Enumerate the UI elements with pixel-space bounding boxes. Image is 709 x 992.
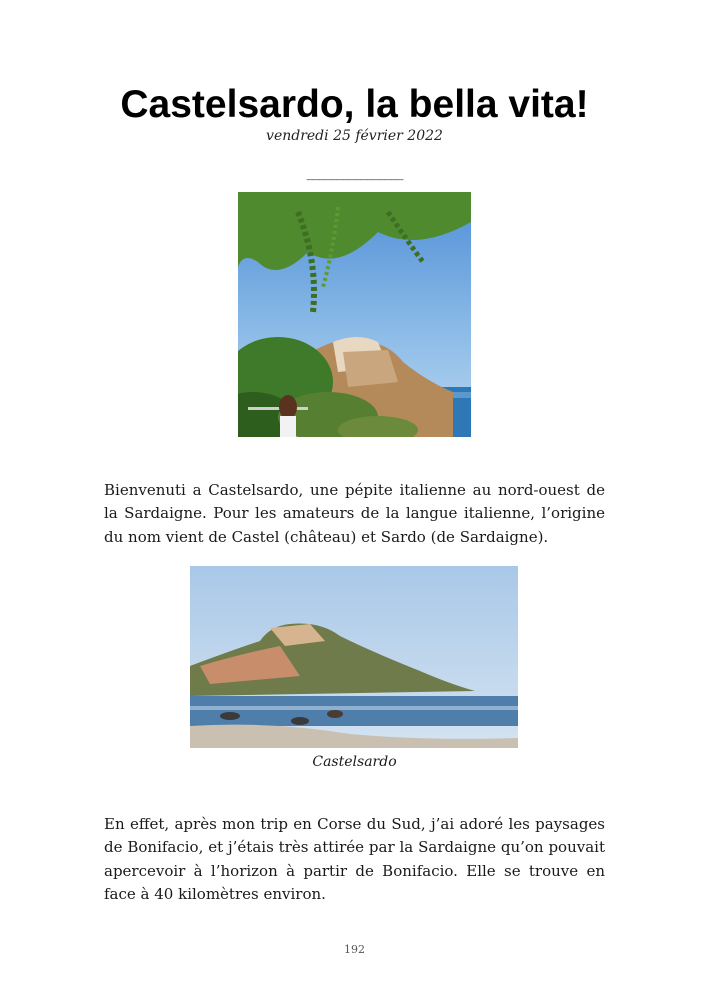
body-paragraph: En effet, après mon trip en Corse du Sud, j’ai adoré les paysages de Bonifacio, et j’étais très attirée par la Sardaigne qu’on pouvait apercevoir à l’horizon à partir de Bonifacio. Elle se trouve en face à 40 kilomètres environ.	[104, 815, 605, 903]
article-date: vendredi 25 février 2022	[266, 128, 443, 144]
castelsardo-tree-view-photo	[238, 192, 471, 437]
article-title: Castelsardo, la bella vita!	[120, 83, 589, 126]
title-separator: ________________	[306, 165, 403, 181]
photo-caption: Castelsardo	[312, 754, 397, 770]
page-number: 192	[344, 943, 365, 956]
intro-paragraph: Bienvenuti a Castelsardo, une pépite italienne au nord-ouest de la Sardaigne. Pour les amateurs de la langue italienne, l’origine du nom vient de Castel (château) et Sardo (de Sardaigne).	[104, 481, 605, 546]
castelsardo-beach-view-photo	[190, 566, 518, 748]
